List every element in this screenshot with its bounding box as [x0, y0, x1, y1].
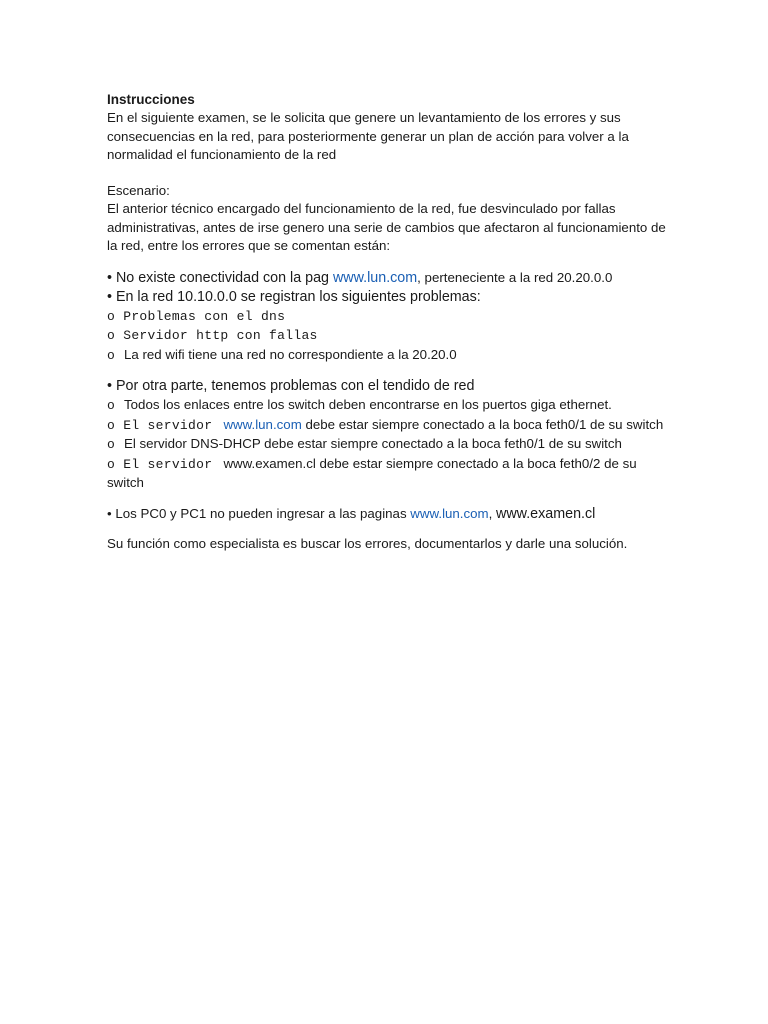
sub-marker: o: [107, 417, 116, 433]
sub-item-text: El servidor DNS-DHCP debe estar siempre conectado a la boca feth0/1 de su switch: [124, 436, 622, 451]
bullet-text: , perteneciente a la red 20.20.0.0: [417, 269, 613, 285]
bullet-pc-access: [107, 505, 667, 524]
scenario-paragraph: El anterior técnico encargado del funcionamiento de la red, fue desvinculado por fallas administrativas, antes de irse genero una serie de cambios que afectaron al funcionamiento de la red, entre los errores que se comentan están:: [107, 201, 666, 253]
bullet-network-problems: • En la red 10.10.0.0 se registran los siguientes problemas:: [107, 288, 481, 305]
sub-marker: o: [107, 308, 116, 324]
section-title: Instrucciones: [107, 92, 195, 107]
sub-item-mono-text: El servidor: [123, 456, 213, 472]
sub-item-dns-dhcp: [107, 435, 667, 455]
sub-item-server-examen: [107, 455, 667, 493]
bullet-text: • Los PC0 y PC1 no pueden ingresar a las paginas: [107, 505, 411, 521]
sub-marker: o: [107, 437, 115, 452]
sub-marker: o: [107, 347, 115, 363]
sub-item-text: Todos los enlaces entre los switch deben encontrarse en los puertos giga ethernet.: [124, 397, 612, 412]
sub-item-text: debe estar siempre conectado a la boca feth0/1 de su switch: [301, 416, 664, 432]
sub-item-text: www.examen.cl debe estar siempre conectado a la boca feth0/2 de su switch: [107, 455, 637, 490]
sub-item-giga: [107, 396, 667, 416]
document-body: [107, 91, 667, 554]
sub-item-text: Problemas con el dns: [123, 308, 286, 324]
link-lun[interactable]: www.lun.com: [223, 416, 302, 432]
intro-paragraph: En el siguiente examen, se le solicita que genere un levantamiento de los errores y sus consecuencias en la red, para posteriormente generar un plan de acción para volver a la normalidad el funcionamiento de la red: [107, 110, 629, 162]
sub-item-http: [107, 326, 667, 346]
bullet-cabling-problems: • Por otra parte, tenemos problemas con el tendido de red: [107, 378, 475, 394]
closing-paragraph: Su función como especialista es buscar los errores, documentarlos y darle una solución.: [107, 536, 628, 551]
sub-item-wifi: [107, 346, 667, 366]
link-lun[interactable]: www.lun.com: [410, 505, 489, 521]
sub-item-dns: [107, 307, 667, 327]
examen-url-text: www.examen.cl: [496, 505, 596, 522]
bullet-no-connectivity: [107, 268, 667, 288]
sub-item-mono-text: El servidor: [123, 417, 213, 433]
sub-marker: o: [107, 328, 116, 343]
link-lun[interactable]: www.lun.com: [332, 269, 418, 286]
sub-item-text: La red wifi tiene una red no correspondiente a la 20.20.0: [124, 346, 457, 362]
scenario-label: Escenario:: [107, 182, 170, 198]
sub-item-server-lun: [107, 416, 667, 436]
sub-item-text: Servidor http con fallas: [123, 328, 318, 343]
bullet-text: • No existe conectividad con la pag: [107, 269, 333, 286]
bullet-separator: ,: [488, 505, 497, 521]
sub-marker: o: [107, 398, 115, 413]
sub-marker: o: [107, 456, 116, 472]
